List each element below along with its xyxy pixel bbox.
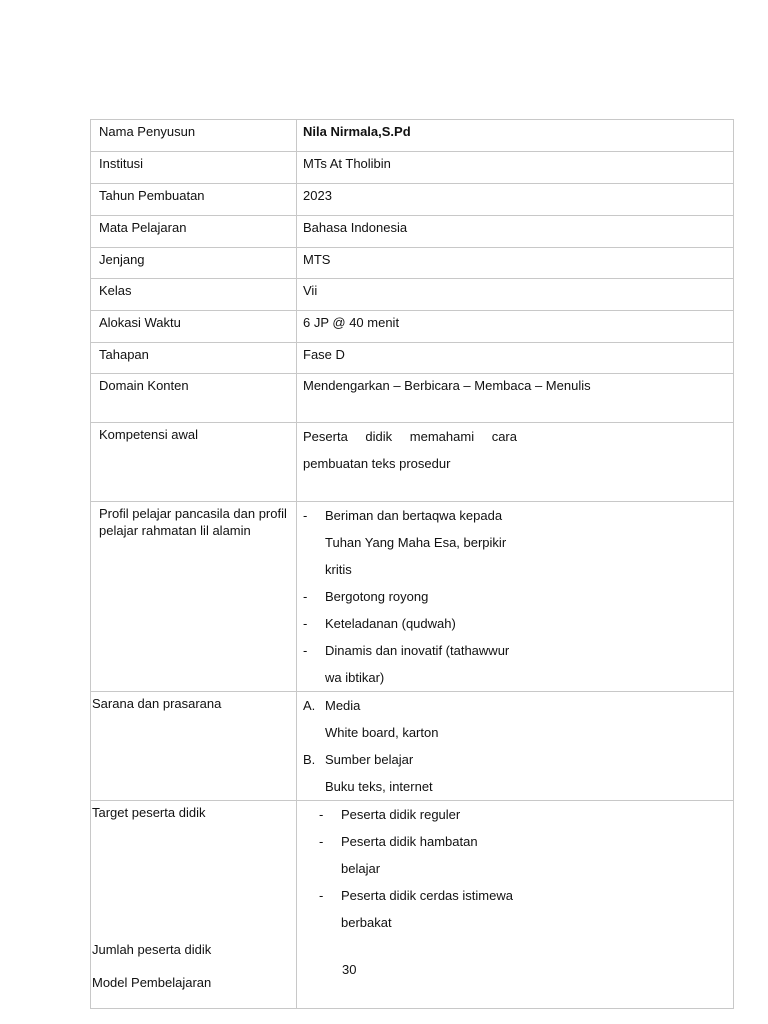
table-row [91, 692, 734, 801]
list-marker: - [303, 643, 308, 658]
list-text: Sumber belajar [325, 752, 414, 767]
label-cell [91, 279, 297, 311]
row-label: Tahun Pembuatan [99, 188, 205, 203]
list-item [303, 529, 727, 556]
value-cell [297, 423, 734, 502]
label-cell [91, 502, 297, 692]
row-value: 6 JP @ 40 menit [303, 315, 400, 330]
list-text: Bergotong royong [325, 589, 429, 604]
row-label: Jenjang [99, 252, 145, 267]
row-value: Vii [303, 283, 318, 298]
row-value: Bahasa Indonesia [303, 220, 408, 235]
table-row [91, 801, 734, 1009]
list-marker: - [319, 807, 324, 822]
value-cell [297, 343, 734, 374]
list-item [303, 610, 727, 637]
row-value: Fase D [303, 347, 345, 362]
row-value: MTS [303, 252, 331, 267]
label-cell [91, 248, 297, 279]
list-item [319, 909, 727, 936]
label-cell [91, 374, 297, 423]
label-cell [91, 216, 297, 248]
list-text: Dinamis dan inovatif (tathawwur [325, 643, 510, 658]
word: didik [365, 429, 393, 444]
list-item [319, 828, 727, 855]
identity-rows [91, 120, 734, 423]
row-label: Mata Pelajaran [99, 220, 187, 235]
list-text: wa ibtikar) [325, 670, 385, 685]
lesson-identity-table [90, 119, 734, 1009]
list-item [303, 583, 727, 610]
row-label: Alokasi Waktu [99, 315, 181, 330]
row-label: Tahapan [99, 347, 149, 362]
list-text: Buku teks, internet [325, 779, 433, 794]
row-value: Nila Nirmala,S.Pd [303, 124, 411, 139]
sarana-list [297, 692, 733, 800]
list-text: Tuhan Yang Maha Esa, berpikir [325, 535, 507, 550]
value-cell [297, 184, 734, 216]
table-row [91, 502, 734, 692]
list-text: Media [325, 698, 361, 713]
list-item [303, 637, 727, 664]
detail-rows [91, 423, 734, 1009]
label-cell [91, 692, 297, 801]
list-item [319, 801, 727, 828]
value-cell [297, 120, 734, 152]
list-text: Beriman dan bertaqwa kepada [325, 508, 503, 523]
list-item [303, 746, 727, 773]
table-row [91, 248, 734, 279]
table-row [91, 120, 734, 152]
value-cell [297, 801, 734, 1009]
list-item [303, 556, 727, 583]
list-text: White board, karton [325, 725, 439, 740]
value-cell [297, 216, 734, 248]
value-cell [297, 279, 734, 311]
table-row [91, 216, 734, 248]
jumlah-label: Jumlah peserta didik [92, 942, 212, 957]
row-value: Mendengarkan – Berbicara – Membaca – Menulis [303, 378, 591, 393]
value-cell [297, 692, 734, 801]
word: memahami [409, 429, 475, 444]
value-cell [297, 311, 734, 343]
value-cell [297, 248, 734, 279]
word: Peserta [303, 429, 348, 444]
model-label: Model Pembelajaran [92, 975, 212, 990]
row-label: Kelas [99, 283, 132, 298]
label-cell [91, 343, 297, 374]
table-row [91, 343, 734, 374]
list-marker: A. [303, 698, 316, 713]
table-row [91, 374, 734, 423]
label-cell [91, 184, 297, 216]
label-cell [91, 801, 297, 1009]
label-cell [91, 152, 297, 184]
label-cell [91, 311, 297, 343]
kompetensi-line-1 [303, 423, 727, 450]
sarana-label: Sarana dan prasarana [92, 696, 222, 711]
value-cell [297, 374, 734, 423]
kompetensi-label: Kompetensi awal [99, 427, 198, 442]
list-text: belajar [341, 861, 381, 876]
list-marker: B. [303, 752, 316, 767]
row-label: Domain Konten [99, 378, 189, 393]
list-marker: - [303, 589, 308, 604]
list-item [303, 773, 727, 800]
table-row [91, 423, 734, 502]
row-value: MTs At Tholibin [303, 156, 391, 171]
profil-label: Profil pelajar pancasila dan profil pelajar rahmatan lil alamin [99, 506, 287, 538]
list-marker: - [319, 834, 324, 849]
target-list [297, 801, 733, 936]
list-text: Peserta didik cerdas istimewa [341, 888, 513, 903]
kompetensi-line-2: pembuatan teks prosedur [303, 456, 451, 471]
list-item [303, 719, 727, 746]
list-text: Peserta didik reguler [341, 807, 461, 822]
table-row [91, 152, 734, 184]
list-marker: - [319, 888, 324, 903]
list-text: Keteladanan (qudwah) [325, 616, 456, 631]
row-value: 2023 [303, 188, 332, 203]
value-cell [297, 152, 734, 184]
word: cara [491, 429, 517, 444]
row-label: Nama Penyusun [99, 124, 196, 139]
profil-list [297, 502, 733, 691]
list-item [303, 692, 727, 719]
jumlah-value: 30 [342, 962, 357, 977]
list-marker: - [303, 616, 308, 631]
label-cell [91, 120, 297, 152]
list-text: Peserta didik hambatan [341, 834, 478, 849]
list-item [319, 855, 727, 882]
list-text: kritis [325, 562, 352, 577]
label-cell [91, 423, 297, 502]
list-marker: - [303, 508, 308, 523]
table-row [91, 279, 734, 311]
table-row [91, 184, 734, 216]
list-item [303, 664, 727, 691]
list-item [303, 502, 727, 529]
list-text: berbakat [341, 915, 392, 930]
value-cell [297, 502, 734, 692]
row-label: Institusi [99, 156, 144, 171]
target-label: Target peserta didik [92, 805, 206, 820]
list-item [319, 882, 727, 909]
table-row [91, 311, 734, 343]
